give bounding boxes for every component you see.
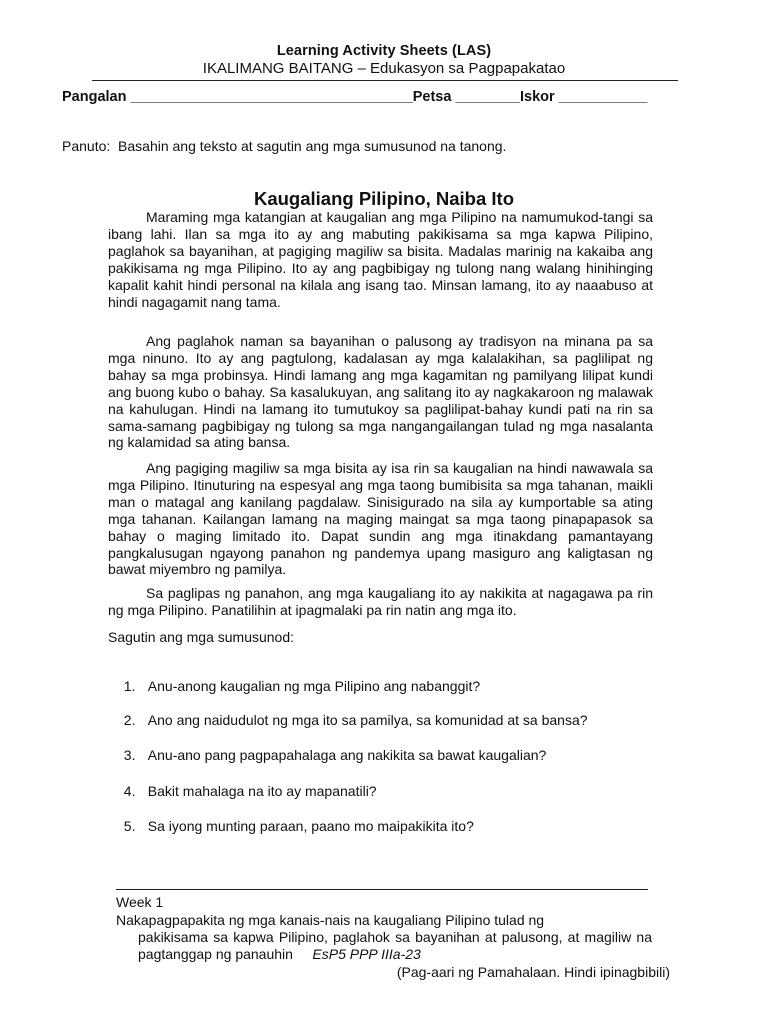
paragraph-3: Ang pagiging magiliw sa mga bisita ay isa rin sa kaugalian na hindi nawawala sa mga Pilipino. Itinuturing na espesyal ang mga taong bumibisita sa mga tahanan, maikli man o matagal ang kanilang pagdalaw. Sinisigurado na sila ay kumportable sa ating mga tahanan. Kailangan lamang na maging maingat sa mga taong pinapapasok sa bahay o maging limitado ito. Dapat sundin ang mga itinakdang pamantayang pangkalusugan ngayong panahon ng pandemya upang masiguro ang kaligtasan ng bawat miyembro ng pamilya.	[108, 460, 653, 578]
learning-competency	[116, 912, 652, 963]
header-divider	[92, 80, 678, 81]
question-number: 5.	[123, 818, 136, 834]
document-title: Learning Activity Sheets (LAS)	[276, 43, 492, 59]
questions-header: Sagutin ang mga sumusunod:	[108, 629, 295, 645]
question-item	[116, 731, 546, 763]
paragraph-2: Ang paglahok naman sa bayanihan o palusong ay tradisyon na minana pa sa mga ninuno. Ito ay ang pagtulong, kadalasan ay mga kalalakihan, sa paglilipat ng bahay sa mga probinsya. Hindi lamang ang mga kagamitan ng pamilyang lilipat kundi ang buong kubo o bahay. Sa kasalukuyan, ang salitang ito ay nagkakaroon ng malawak na kahulugan. Hindi na lamang ito tumutukoy sa paglilipat-bahay kundi pati na rin sa sama-samang pagbibigay ng tulong sa mga nangangailangan tulad ng mga nasalanta ng kalamidad sa ating bansa.	[108, 333, 653, 451]
question-item	[116, 802, 474, 834]
question-item	[116, 662, 480, 694]
question-number: 1.	[123, 678, 136, 694]
question-item	[116, 767, 377, 799]
question-text: Anu-ano pang pagpapahalaga ang nakikita sa bawat kaugalian?	[147, 747, 547, 763]
name-date-score-line: Pangalan ___________________________________Petsa ________Iskor ___________	[62, 89, 648, 105]
question-item	[116, 696, 588, 728]
question-number: 4.	[123, 783, 136, 799]
question-number: 3.	[123, 747, 136, 763]
story-title: Kaugaliang Pilipino, Naiba Ito	[253, 188, 515, 209]
competency-first-line: Nakapagpapakita ng mga kanais-nais na kaugaliang Pilipino tulad ng	[116, 912, 545, 928]
competency-code: EsP5 PPP IIIa-23	[312, 946, 421, 962]
paragraph-4: Sa paglipas ng panahon, ang mga kaugaliang ito ay nakikita at nagagawa pa rin ng mga Pilipino. Panatilihin at ipagmalaki pa rin natin ang mga ito.	[108, 585, 653, 618]
question-text: Sa iyong munting paraan, paano mo maipakikita ito?	[147, 818, 474, 834]
question-text: Anu-anong kaugalian ng mga Pilipino ang nabanggit?	[147, 678, 481, 694]
week-label: Week 1	[116, 894, 164, 910]
document-subtitle: IKALIMANG BAITANG – Edukasyon sa Pagpapakatao	[202, 60, 566, 77]
footer-divider	[116, 889, 648, 890]
competency-continuation	[116, 929, 652, 963]
ownership-notice: (Pag-aari ng Pamahalaan. Hindi ipinagbibili)	[396, 964, 670, 980]
question-text: Ano ang naidudulot ng mga ito sa pamilya, sa komunidad at sa bansa?	[147, 712, 588, 728]
competency-text: pakikisama sa kapwa Pilipino, paglahok sa bayanihan at palusong, at magiliw na pagtanggap ng panauhin	[138, 929, 652, 962]
question-number: 2.	[123, 712, 136, 728]
instructions: Panuto: Basahin ang teksto at sagutin ang mga sumusunod na tanong.	[62, 138, 507, 154]
paragraph-1: Maraming mga katangian at kaugalian ang mga Pilipino na namumukod-tangi sa ibang lahi. Ilan sa mga ito ay ang mabuting pakikisama sa mga kapwa Pilipino, paglahok sa bayanihan, at pagiging magiliw sa bisita. Madalas marinig na kakaiba ang pakikisama ng mga Pilipino. Ito ay ang pagbibigay ng tulong nang walang hinihinging kapalit kahit hindi personal na kilala ang isang tao. Minsan lamang, ito ay naaabuso at hindi nagagamit nang tama.	[108, 209, 653, 310]
question-text: Bakit mahalaga na ito ay mapanatili?	[147, 783, 377, 799]
